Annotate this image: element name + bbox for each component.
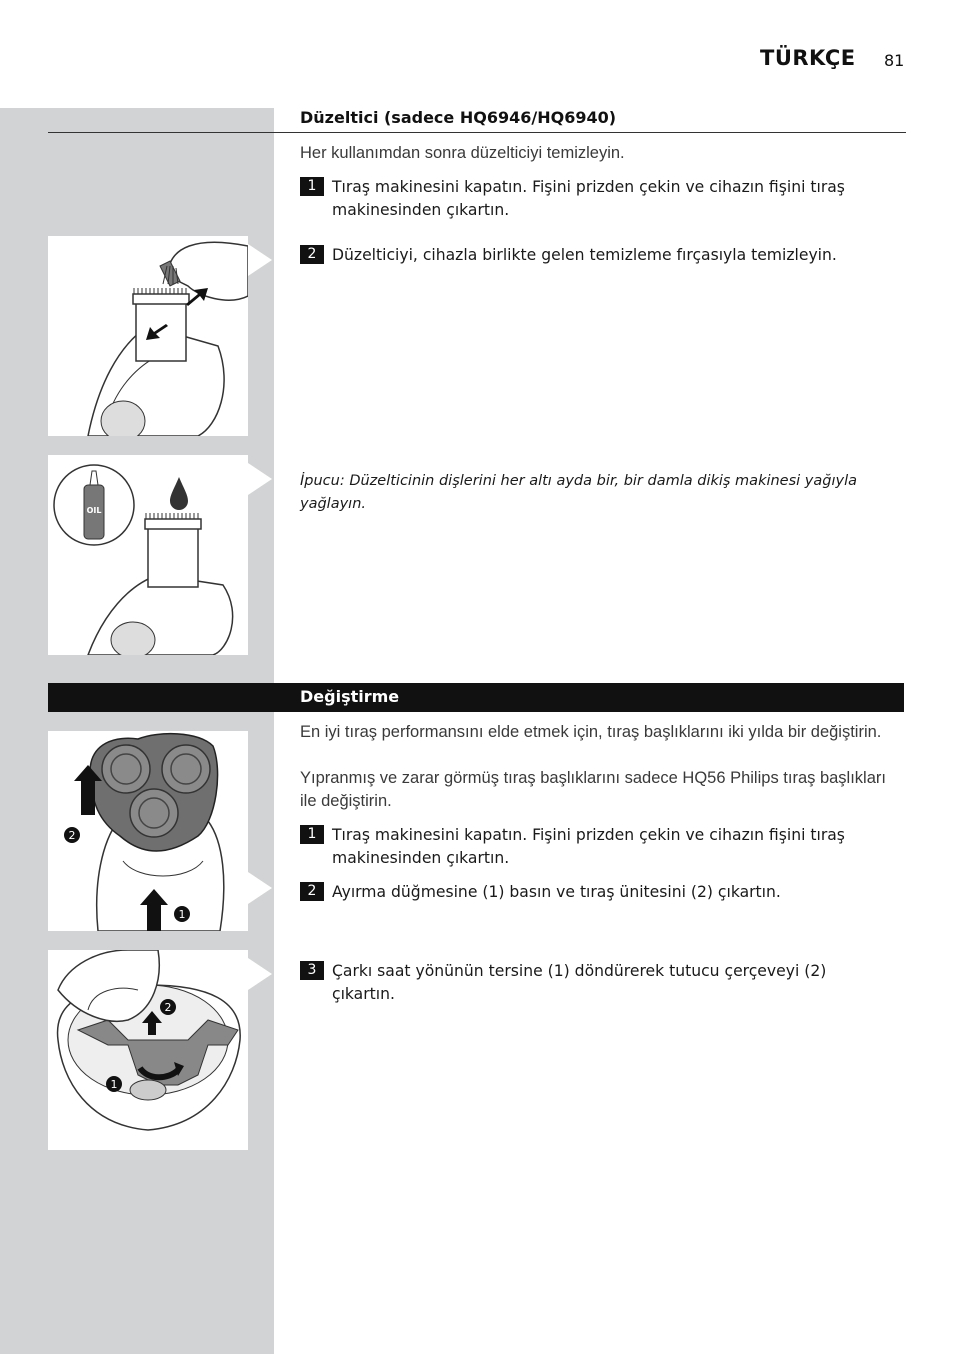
replacement-intro-1: En iyi tıraş performansını elde etmek için, tıraş başlıklarını iki yılda bir değiştirin. [300,723,882,741]
callout-1: 1 [110,1078,118,1091]
step-text: Çarkı saat yönünün tersine (1) döndürerek tutucu çerçeveyi (2) çıkartın. [332,962,827,1003]
figure-pointer [248,244,272,276]
step-number: 2 [300,245,324,264]
figure-pointer [248,463,272,495]
figure-pointer [248,958,272,990]
trimmer-cleaning-illustration [48,236,248,436]
section-heading-trimmer: Düzeltici (sadece HQ6946/HQ6940) [300,108,617,127]
step-text: Tıraş makinesini kapatın. Fişini prizden çekin ve cihazın fişini tıraş makinesinden çıkartın. [332,826,845,867]
section-heading-replacement: Değiştirme [300,687,400,706]
figure-pointer [248,872,272,904]
step-number: 1 [300,825,324,844]
step-number: 3 [300,961,324,980]
oil-label: OIL [86,506,102,515]
callout-2: 2 [68,829,76,842]
callout-2: 2 [164,1001,172,1014]
replacement-step-1 [300,824,900,870]
step-text: Tıraş makinesini kapatın. Fişini prizden çekin ve cihazın fişini tıraş makinesinden çıkartın. [332,178,845,219]
replacement-intro-2: Yıpranmış ve zarar görmüş tıraş başlıklarını sadece HQ56 Philips tıraş başlıkları ile değiştirin. [300,769,886,810]
step-number: 2 [300,882,324,901]
retaining-frame-removal-illustration [48,950,248,1150]
callout-1: 1 [178,908,186,921]
trimmer-tip: İpucu: Düzelticinin dişlerini her altı ayda bir, bir damla dikiş makinesi yağıyla yağlayın. [300,473,857,512]
page-number: 81 [884,51,905,70]
shaving-unit-removal-illustration [48,731,248,931]
replacement-step-2 [300,881,900,904]
section-bar-replacement [48,683,904,712]
trimmer-oiling-illustration [48,455,248,655]
section-divider [48,132,906,133]
step-text: Ayırma düğmesine (1) basın ve tıraş ünitesini (2) çıkartın. [332,883,781,901]
trimmer-step-1 [300,176,900,222]
trimmer-step-2 [300,244,900,267]
step-text: Düzelticiyi, cihazla birlikte gelen temizleme fırçasıyla temizleyin. [332,246,837,264]
language-header: TÜRKÇE [760,46,856,70]
trimmer-intro: Her kullanımdan sonra düzelticiyi temizleyin. [300,144,625,162]
replacement-step-3 [300,960,900,1006]
step-number: 1 [300,177,324,196]
